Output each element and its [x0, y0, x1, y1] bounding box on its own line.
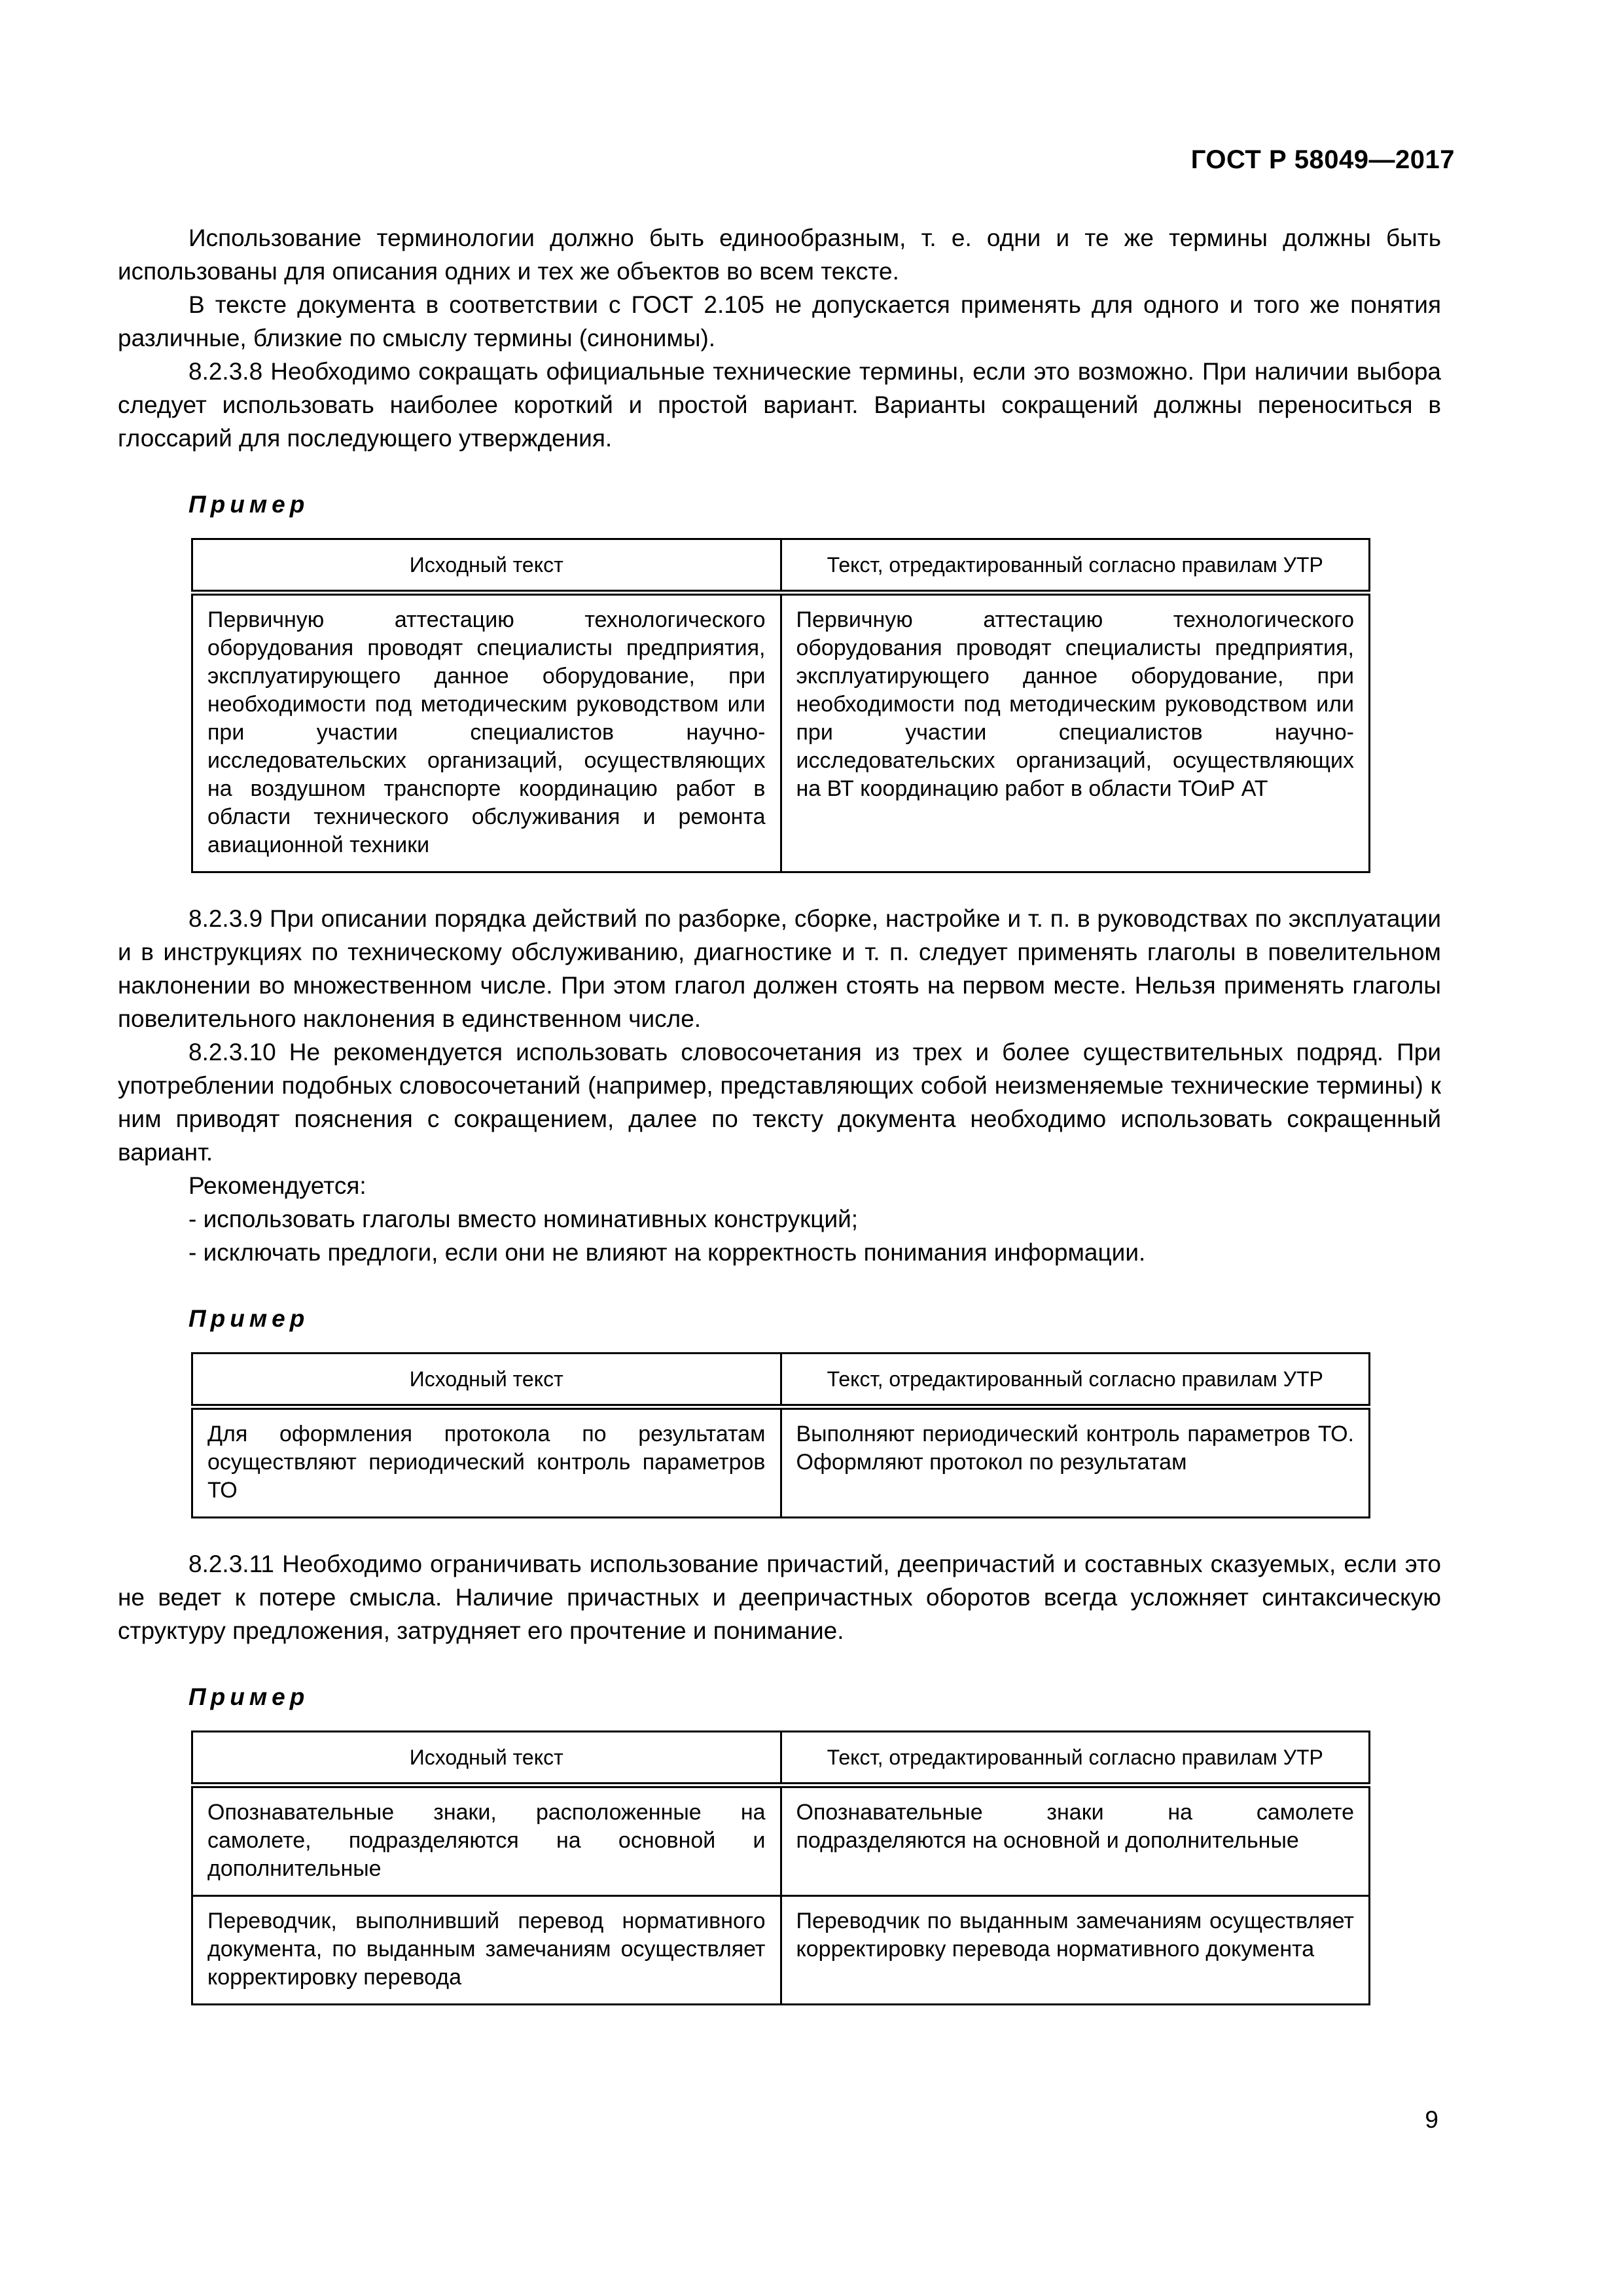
header-edited-text: Текст, отредактированный согласно правилам УТР	[781, 1354, 1370, 1407]
recommend-item: - исключать предлоги, если они не влияют на корректность понимания информации.	[188, 1239, 1146, 1266]
example-label: Пример	[188, 1305, 310, 1332]
example-label: Пример	[188, 491, 310, 518]
document-body	[118, 221, 1441, 2005]
table-row	[192, 1407, 1370, 1518]
header-edited-text: Текст, отредактированный согласно правилам УТР	[781, 1732, 1370, 1785]
cell-original: Переводчик, выполнивший перевод нормативного документа, по выданным замечаниям осуществляет корректировку перевода	[192, 1896, 781, 2005]
table-header-row	[192, 1732, 1370, 1785]
header-original-text: Исходный текст	[192, 1732, 781, 1785]
table-header-row	[192, 539, 1370, 593]
cell-original: Для оформления протокола по результатам осуществляют периодический контроль параметров ТО	[192, 1407, 781, 1518]
table-row	[192, 1896, 1370, 2005]
paragraph-synonyms: В тексте документа в соответствии с ГОСТ 2.105 не допускается применять для одного и того же понятия различные, близкие по смыслу термины (синонимы).	[118, 291, 1441, 351]
example-table-2	[191, 1352, 1370, 1518]
paragraph-8-2-3-9: 8.2.3.9 При описании порядка действий по разборке, сборке, настройке и т. п. в руководствах по эксплуатации и в инструкциях по техническому обслуживанию, диагностике и т. п. следует применять глаголы в повелительном наклонении во множественном числе. При этом глагол должен стоять на первом месте. Нельзя применять глаголы повелительного наклонения в единственном числе.	[118, 905, 1441, 1032]
cell-edited: Первичную аттестацию технологического оборудования проводят специалисты предприятия, эксплуатирующего данное оборудование, при необходимости под методическим руководством или при участии специалистов научно-исследовательских организаций, осуществляющих на ВТ координацию работ в области ТОиР АТ	[781, 593, 1370, 872]
recommend-item: - использовать глаголы вместо номинативных конструкций;	[188, 1206, 859, 1232]
header-edited-text: Текст, отредактированный согласно правилам УТР	[781, 539, 1370, 593]
cell-edited: Переводчик по выданным замечаниям осуществляет корректировку перевода нормативного документа	[781, 1896, 1370, 2005]
table-header-row	[192, 1354, 1370, 1407]
cell-edited: Опознавательные знаки на самолете подразделяются на основной и дополнительные	[781, 1785, 1370, 1896]
example-table-1	[191, 538, 1370, 873]
paragraph-terminology-uniformity: Использование терминологии должно быть единообразным, т. е. одни и те же термины должны быть использованы для описания одних и тех же объектов во всем тексте.	[118, 224, 1441, 285]
example-table-3	[191, 1731, 1370, 2005]
header-original-text: Исходный текст	[192, 539, 781, 593]
cell-edited: Выполняют периодический контроль параметров ТО. Оформляют протокол по результатам	[781, 1407, 1370, 1518]
cell-original: Первичную аттестацию технологического оборудования проводят специалисты предприятия, эксплуатирующего данное оборудование, при необходимости под методическим руководством или при участии специалистов научно-исследовательских организаций, осуществляющих на воздушном транспорте координацию работ в области технического обслуживания и ремонта авиационной техники	[192, 593, 781, 872]
paragraph-8-2-3-11: 8.2.3.11 Необходимо ограничивать использование причастий, деепричастий и составных сказуемых, если это не ведет к потере смысла. Наличие причастных и деепричастных оборотов всегда усложняет синтаксическую структуру предложения, затрудняет его прочтение и понимание.	[118, 1551, 1441, 1644]
cell-original: Опознавательные знаки, расположенные на самолете, подразделяются на основной и дополнительные	[192, 1785, 781, 1896]
table-row	[192, 593, 1370, 872]
paragraph-8-2-3-8: 8.2.3.8 Необходимо сокращать официальные технические термины, если это возможно. При наличии выбора следует использовать наиболее короткий и простой вариант. Варианты сокращений должны переноситься в глоссарий для последующего утверждения.	[118, 358, 1441, 452]
paragraph-8-2-3-10: 8.2.3.10 Не рекомендуется использовать словосочетания из трех и более существительных подряд. При употреблении подобных словосочетаний (например, представляющих собой неизменяемые технические термины) к ним приводят пояснения с сокращением, далее по тексту документа необходимо использовать сокращенный вариант.	[118, 1039, 1441, 1166]
table-row	[192, 1785, 1370, 1896]
recommend-title: Рекомендуется:	[188, 1172, 366, 1199]
page-number: 9	[1425, 2106, 1438, 2133]
header-original-text: Исходный текст	[192, 1354, 781, 1407]
example-label: Пример	[188, 1683, 310, 1710]
document-code-header: ГОСТ Р 58049—2017	[1190, 145, 1455, 174]
